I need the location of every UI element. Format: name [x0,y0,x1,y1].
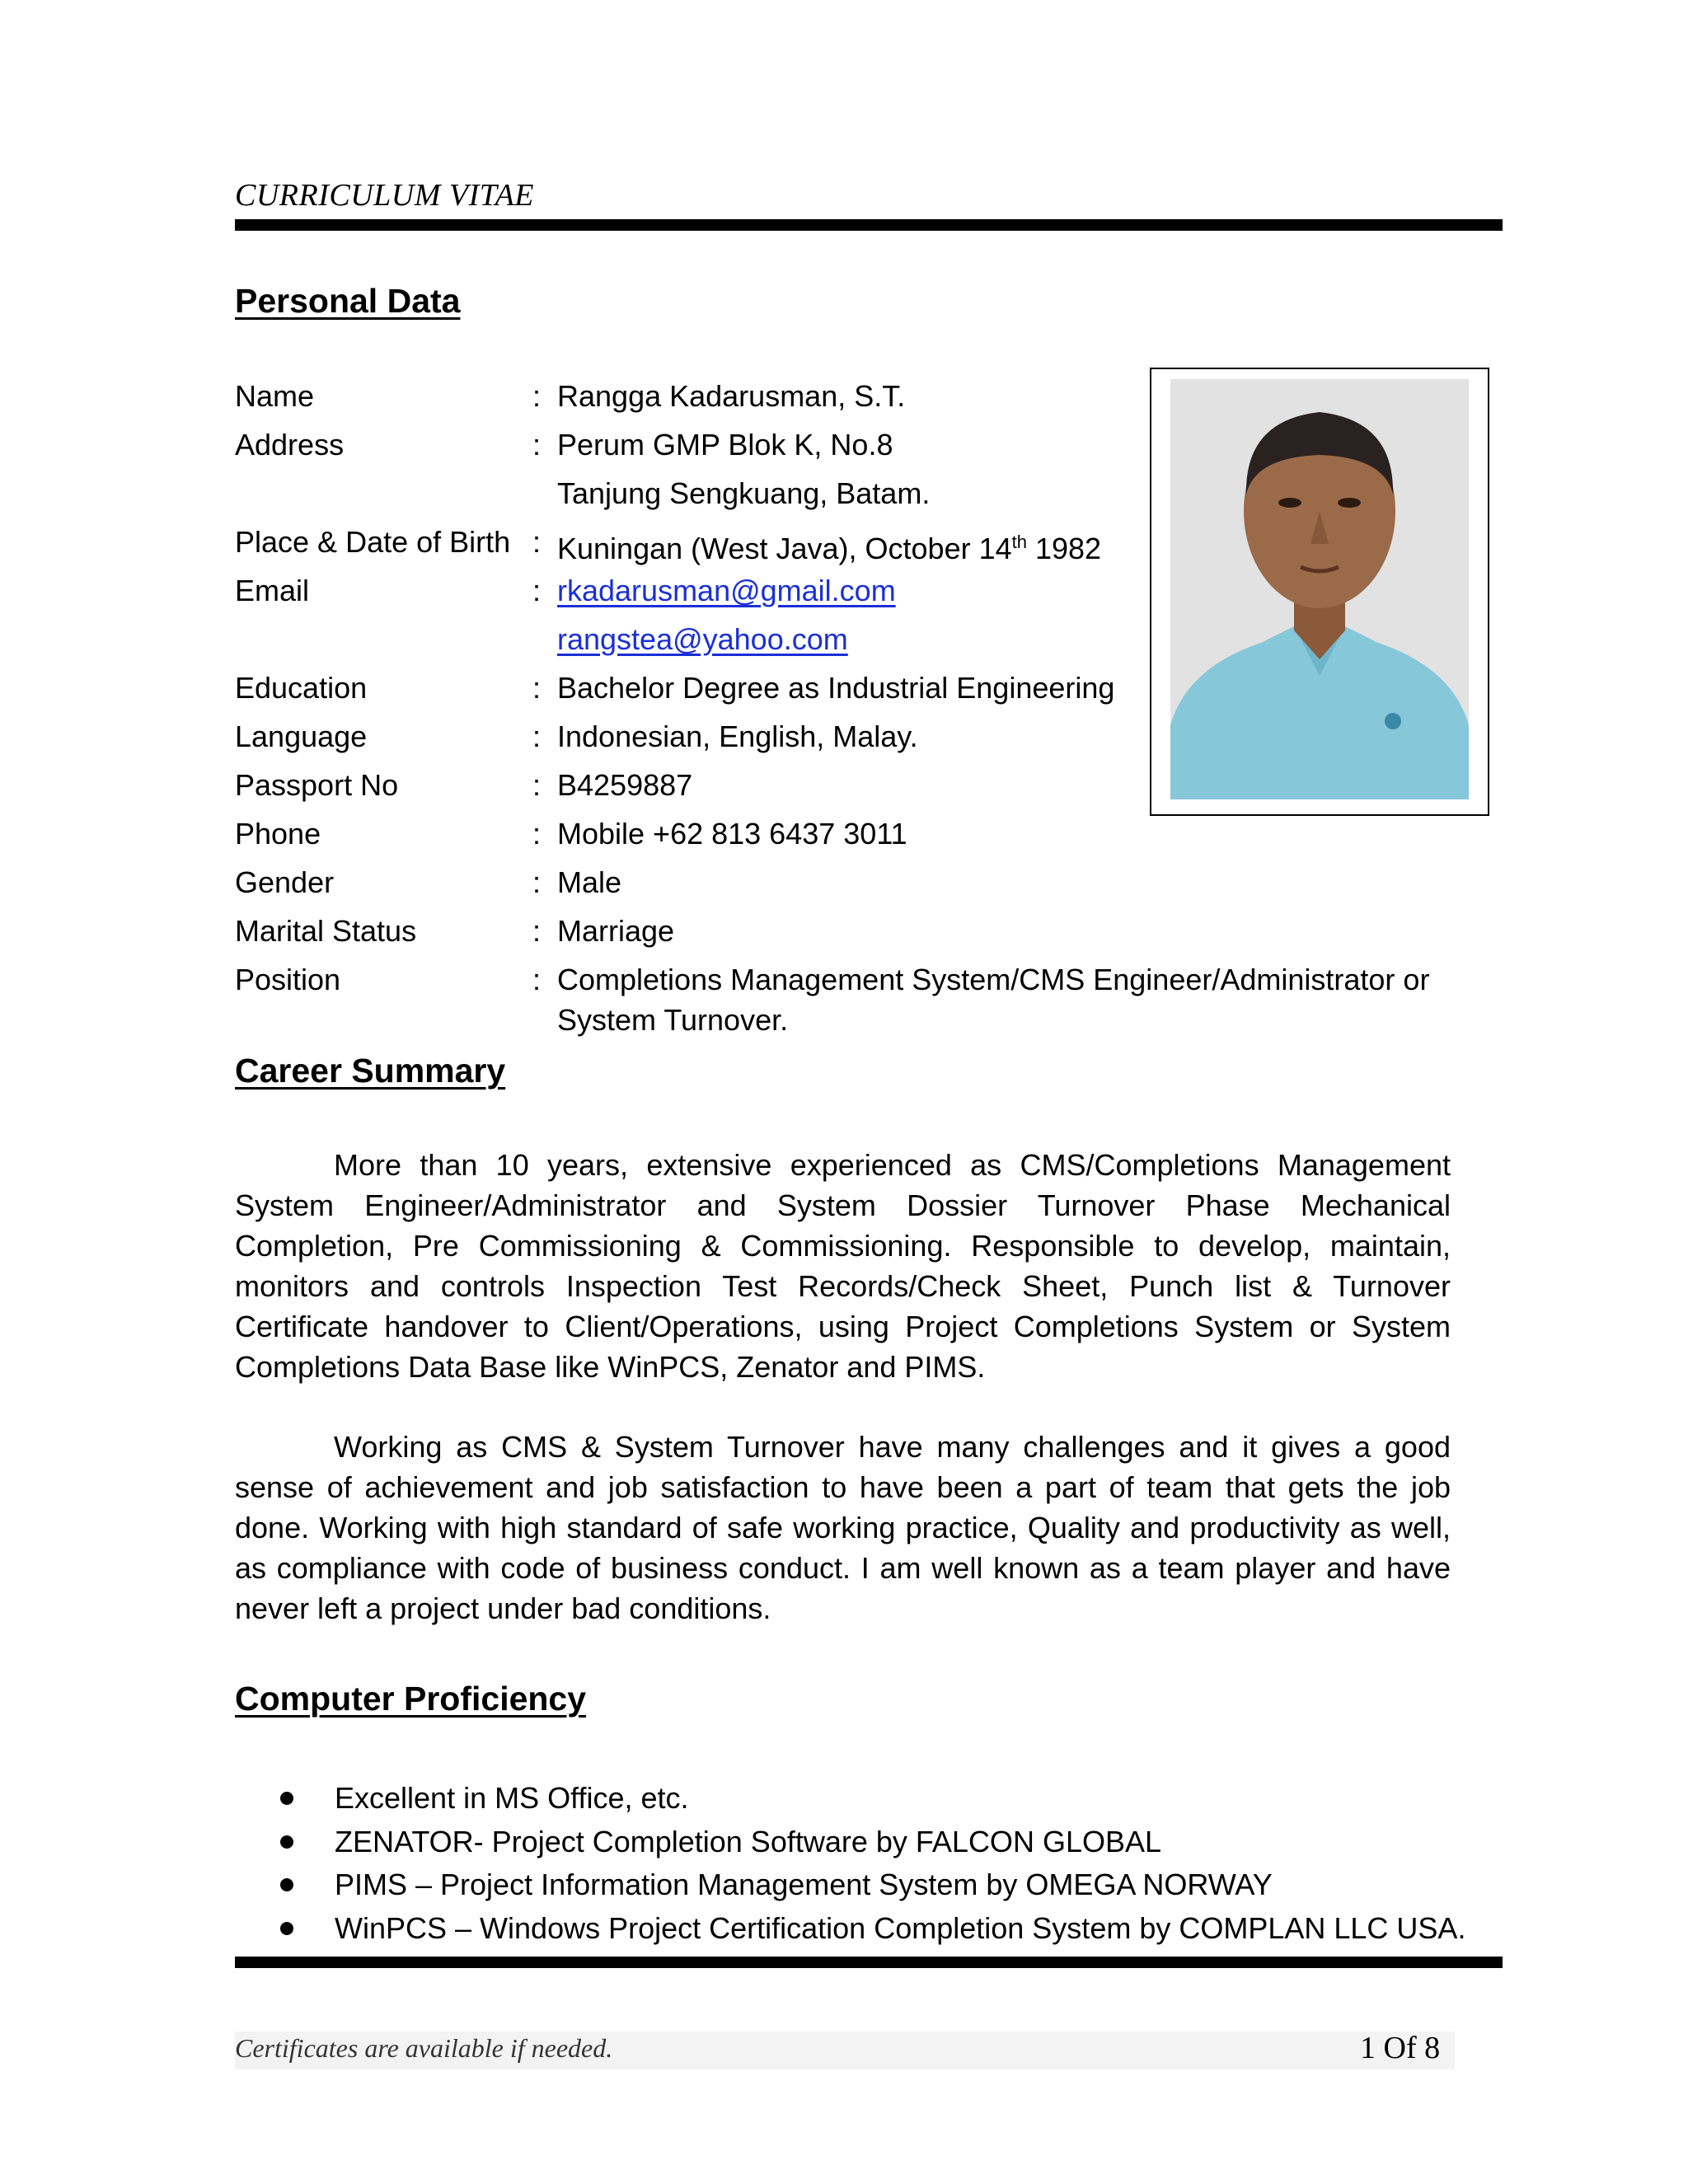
colon: : [532,963,542,996]
label-marital-status: Marital Status [235,914,417,948]
label-gender: Gender [235,865,335,899]
label-email: Email [235,574,310,607]
colon: : [532,525,542,559]
colon: : [532,379,542,413]
profile-photo [1170,379,1469,799]
personal-data-heading: Personal Data [235,282,461,320]
colon: : [532,914,542,948]
value-address-line1: Perum GMP Blok K, No.8 [557,428,893,462]
label-position: Position [235,963,341,996]
label-birth: Place & Date of Birth [235,525,511,559]
label-address: Address [235,428,345,462]
value-language: Indonesian, English, Malay. [557,719,918,753]
colon: : [532,719,542,753]
label-passport: Passport No [235,768,399,802]
bullet-icon [280,1878,293,1891]
colon: : [532,671,542,705]
colon: : [532,865,542,899]
profile-photo-frame [1150,368,1489,816]
colon: : [532,428,542,462]
bullet-icon [280,1922,293,1935]
value-marital-status: Marriage [557,914,675,948]
bullet-icon [280,1792,293,1805]
email-link-yahoo[interactable]: rangstea@yahoo.com [557,622,848,656]
list-item: WinPCS – Windows Project Certification Completion System by COMPLAN LLC USA. [280,1907,1465,1951]
value-education: Bachelor Degree as Industrial Engineering [557,671,1115,705]
label-language: Language [235,719,368,753]
colon: : [532,574,542,607]
page-number: 1 Of 8 [1360,2031,1441,2065]
footer-note: Certificates are available if needed. [235,2033,613,2063]
value-passport: B4259887 [557,768,693,802]
document-title: CURRICULUM VITAE [235,178,534,213]
career-summary-paragraph-1: More than 10 years, extensive experienced as CMS/Completions Management System Engineer/Administrator and System Dossier Turnover Phase Mechanical Completion, Pre Commissioning & Commissioning. Responsible to develop, maintain, monitors and controls Inspection Test Records/Check Sheet, Punch list & Turnover Certificate handover to Client/Operations, using Project Completions System or System Completions Data Base like WinPCS, Zenator and PIMS. [235,1148,1451,1384]
list-item: ZENATOR- Project Completion Software by FALCON GLOBAL [280,1821,1465,1864]
colon: : [532,768,542,802]
computer-proficiency-list [280,1777,1465,1950]
value-address-line2: Tanjung Sengkuang, Batam. [557,476,931,510]
list-item: Excellent in MS Office, etc. [280,1777,1465,1821]
list-item: PIMS – Project Information Management System by OMEGA NORWAY [280,1863,1465,1907]
header-rule [235,219,1503,231]
colon: : [532,817,542,851]
footer-rule [235,1957,1503,1968]
email-link-gmail[interactable]: rkadarusman@gmail.com [557,574,896,607]
value-phone: Mobile +62 813 6437 3011 [557,817,907,851]
value-gender: Male [557,865,622,899]
value-birth: Kuningan (West Java), October 14th 1982 [557,532,1102,565]
career-summary-heading: Career Summary [235,1052,506,1090]
label-name: Name [235,379,315,413]
label-education: Education [235,671,368,705]
career-summary-paragraph-2: Working as CMS & System Turnover have many challenges and it gives a good sense of achievement and job satisfaction to have been a part of team that gets the job done. Working with high standard of safe working practice, Quality and productivity as well, as compliance with code of business conduct. I am well known as a team player and have never left a project under bad conditions. [235,1430,1451,1625]
value-name: Rangga Kadarusman, S.T. [557,379,906,413]
value-position: Completions Management System/CMS Engineer/Administrator or System Turnover. [557,963,1430,1037]
bullet-icon [280,1835,293,1849]
computer-proficiency-heading: Computer Proficiency [235,1680,587,1718]
label-phone: Phone [235,817,321,851]
